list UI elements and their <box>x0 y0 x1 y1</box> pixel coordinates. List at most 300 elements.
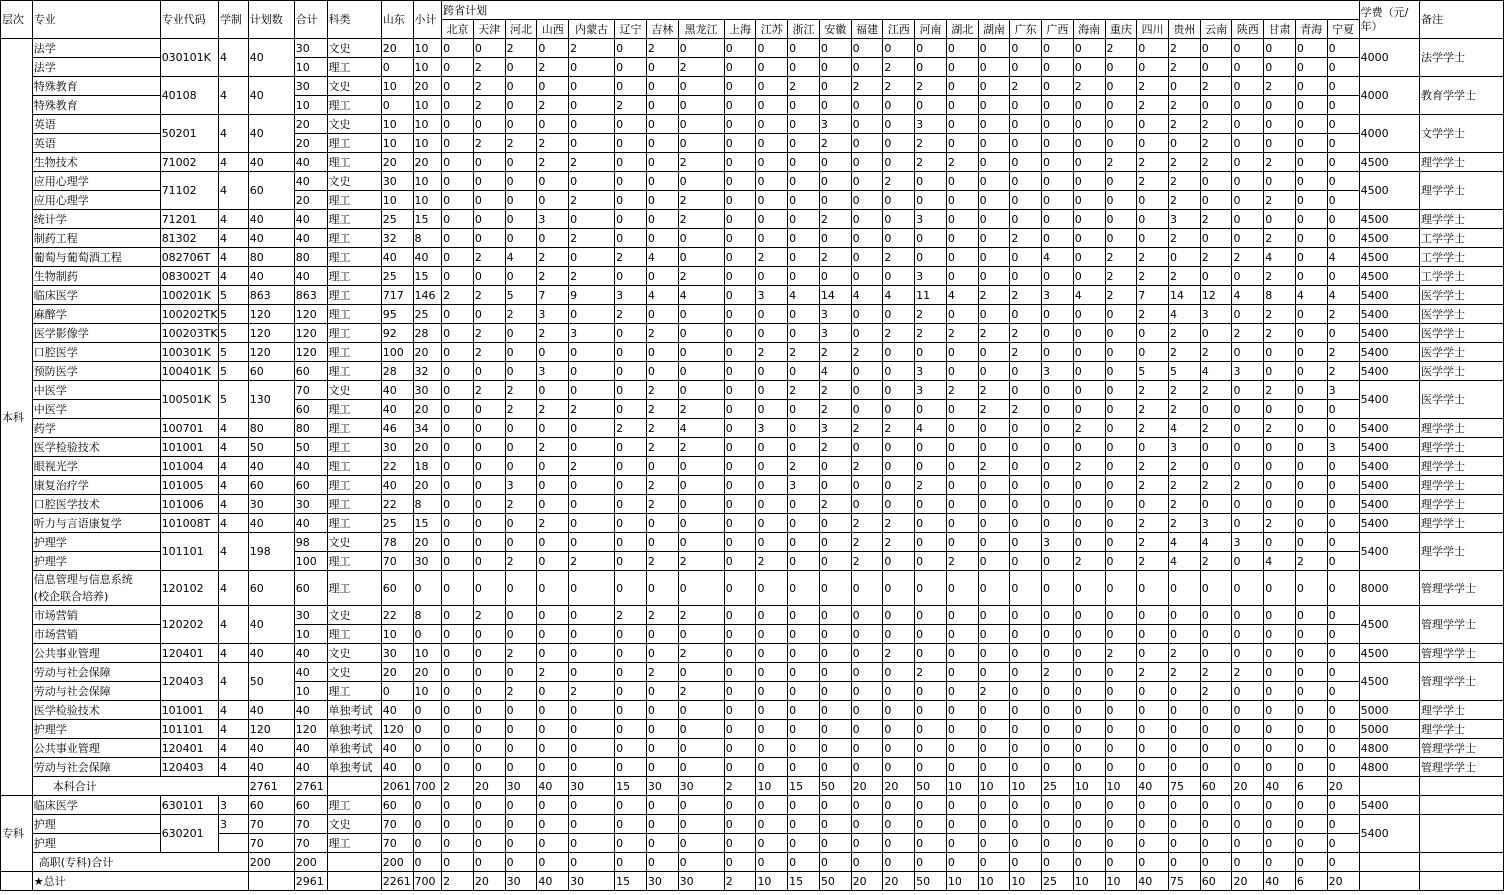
major-cell[interactable]: 英语 <box>32 115 160 134</box>
note-cell[interactable]: 理学学士 <box>1419 533 1503 571</box>
province-cell[interactable]: 4 <box>505 248 537 267</box>
province-cell[interactable]: 0 <box>569 663 615 682</box>
note-cell[interactable]: 工学学士 <box>1419 248 1503 267</box>
province-cell[interactable]: 0 <box>442 267 474 286</box>
province-cell[interactable]: 0 <box>883 362 915 381</box>
province-cell[interactable]: 0 <box>788 362 820 381</box>
header-province[interactable]: 浙江 <box>788 20 820 39</box>
province-cell[interactable]: 0 <box>1327 644 1359 663</box>
province-cell[interactable]: 0 <box>473 172 505 191</box>
province-cell[interactable]: 0 <box>1200 400 1232 419</box>
subtotal-cell[interactable]: 0 <box>413 853 442 872</box>
province-cell[interactable]: 0 <box>569 172 615 191</box>
province-cell[interactable]: 0 <box>646 153 678 172</box>
province-cell[interactable]: 0 <box>756 644 788 663</box>
total-cell[interactable]: 10 <box>294 682 327 701</box>
note-cell[interactable]: 管理学学士 <box>1419 644 1503 663</box>
years-cell[interactable]: 4 <box>219 77 249 115</box>
fee-cell[interactable]: 5400 <box>1359 362 1419 381</box>
province-cell[interactable]: 0 <box>615 834 647 853</box>
province-cell[interactable]: 0 <box>1295 663 1327 682</box>
province-cell[interactable]: 0 <box>1168 134 1200 153</box>
track-cell[interactable]: 理工 <box>327 514 381 533</box>
total-cell[interactable]: 40 <box>294 172 327 191</box>
province-cell[interactable]: 2 <box>1264 153 1296 172</box>
province-cell[interactable]: 0 <box>678 172 724 191</box>
province-cell[interactable]: 0 <box>442 663 474 682</box>
province-cell[interactable]: 0 <box>537 476 569 495</box>
province-cell[interactable]: 0 <box>1327 419 1359 438</box>
province-cell[interactable]: 0 <box>1327 172 1359 191</box>
province-cell[interactable]: 0 <box>678 77 724 96</box>
province-cell[interactable]: 0 <box>756 191 788 210</box>
province-cell[interactable]: 0 <box>505 720 537 739</box>
province-cell[interactable]: 0 <box>915 343 947 362</box>
province-cell[interactable]: 0 <box>442 134 474 153</box>
plan-cell[interactable]: 40 <box>248 758 294 777</box>
province-cell[interactable]: 0 <box>505 663 537 682</box>
major-cell[interactable]: 公共事业管理 <box>32 644 160 663</box>
province-cell[interactable]: 0 <box>1232 571 1264 606</box>
shandong-cell[interactable]: 25 <box>381 514 413 533</box>
province-cell[interactable]: 0 <box>1010 134 1042 153</box>
province-cell[interactable]: 0 <box>946 58 978 77</box>
total-cell[interactable]: 40 <box>294 267 327 286</box>
province-cell[interactable]: 3 <box>915 381 947 400</box>
province-cell[interactable]: 0 <box>1327 495 1359 514</box>
province-cell[interactable]: 0 <box>505 834 537 853</box>
note-cell[interactable]: 理学学士 <box>1419 514 1503 533</box>
major-cell[interactable]: 应用心理学 <box>32 172 160 191</box>
major-cell[interactable]: 劳动与社会保障 <box>32 682 160 701</box>
note-cell[interactable]: 文学学士 <box>1419 115 1503 153</box>
header-province[interactable]: 河南 <box>915 20 947 39</box>
years-cell[interactable]: 4 <box>219 172 249 210</box>
shandong-cell[interactable]: 60 <box>381 571 413 606</box>
major-cell[interactable]: 法学 <box>32 58 160 77</box>
plan-cell[interactable]: 130 <box>248 381 294 419</box>
province-cell[interactable]: 0 <box>819 267 851 286</box>
years-cell[interactable]: 4 <box>219 739 249 758</box>
province-cell[interactable]: 2 <box>1105 267 1137 286</box>
province-cell[interactable]: 0 <box>537 229 569 248</box>
province-cell[interactable]: 0 <box>788 606 820 625</box>
province-cell[interactable]: 0 <box>1232 644 1264 663</box>
province-cell[interactable]: 0 <box>883 229 915 248</box>
province-cell[interactable]: 0 <box>678 701 724 720</box>
province-cell[interactable]: 0 <box>724 362 756 381</box>
province-cell[interactable]: 0 <box>1264 644 1296 663</box>
track-cell[interactable]: 理工 <box>327 191 381 210</box>
province-cell[interactable]: 0 <box>788 571 820 606</box>
province-cell[interactable]: 4 <box>1264 248 1296 267</box>
province-cell[interactable]: 0 <box>788 324 820 343</box>
province-cell[interactable]: 2 <box>678 210 724 229</box>
province-cell[interactable]: 0 <box>1042 853 1074 872</box>
shandong-cell[interactable]: 120 <box>381 720 413 739</box>
province-cell[interactable]: 0 <box>442 682 474 701</box>
province-cell[interactable]: 0 <box>1073 248 1105 267</box>
province-cell[interactable]: 2 <box>946 153 978 172</box>
province-cell[interactable]: 3 <box>1327 438 1359 457</box>
province-cell[interactable]: 0 <box>1105 305 1137 324</box>
province-cell[interactable]: 2 <box>819 381 851 400</box>
province-cell[interactable]: 0 <box>788 191 820 210</box>
province-cell[interactable]: 0 <box>1264 96 1296 115</box>
province-cell[interactable]: 0 <box>1042 134 1074 153</box>
plan-cell[interactable]: 120 <box>248 343 294 362</box>
province-cell[interactable]: 0 <box>756 701 788 720</box>
province-cell[interactable]: 0 <box>615 476 647 495</box>
province-cell[interactable]: 0 <box>724 419 756 438</box>
province-cell[interactable]: 0 <box>1200 701 1232 720</box>
track-cell[interactable]: 理工 <box>327 476 381 495</box>
province-cell[interactable]: 2 <box>1010 286 1042 305</box>
header-code[interactable]: 专业代码 <box>160 1 218 39</box>
province-cell[interactable]: 0 <box>915 495 947 514</box>
province-cell[interactable]: 14 <box>1168 286 1200 305</box>
province-cell[interactable]: 0 <box>1137 324 1169 343</box>
shandong-cell[interactable]: 22 <box>381 457 413 476</box>
total-cell[interactable]: 30 <box>294 495 327 514</box>
track-cell[interactable]: 理工 <box>327 625 381 644</box>
province-cell[interactable]: 0 <box>615 39 647 58</box>
province-cell[interactable]: 30 <box>569 777 615 796</box>
province-cell[interactable]: 0 <box>915 815 947 834</box>
province-cell[interactable]: 0 <box>724 210 756 229</box>
province-cell[interactable]: 0 <box>1073 514 1105 533</box>
province-cell[interactable]: 0 <box>851 267 883 286</box>
province-cell[interactable]: 0 <box>1295 96 1327 115</box>
note-cell[interactable]: 工学学士 <box>1419 267 1503 286</box>
province-cell[interactable]: 0 <box>978 172 1010 191</box>
province-cell[interactable]: 0 <box>1073 758 1105 777</box>
fee-cell[interactable]: 4500 <box>1359 210 1419 229</box>
province-cell[interactable]: 4 <box>1327 248 1359 267</box>
header-province[interactable]: 天津 <box>473 20 505 39</box>
header-fee[interactable]: 学费（元/年） <box>1359 1 1419 39</box>
province-cell[interactable]: 0 <box>615 210 647 229</box>
province-cell[interactable]: 0 <box>1295 400 1327 419</box>
province-cell[interactable]: 0 <box>569 720 615 739</box>
province-cell[interactable]: 2 <box>678 606 724 625</box>
province-cell[interactable]: 0 <box>1073 324 1105 343</box>
province-cell[interactable]: 0 <box>946 210 978 229</box>
province-cell[interactable]: 2 <box>615 305 647 324</box>
province-cell[interactable]: 0 <box>946 663 978 682</box>
province-cell[interactable]: 0 <box>678 739 724 758</box>
province-cell[interactable]: 20 <box>851 872 883 891</box>
code-cell[interactable]: 630101 <box>160 796 218 815</box>
header-province[interactable]: 贵州 <box>1168 20 1200 39</box>
province-cell[interactable]: 0 <box>1010 153 1042 172</box>
province-cell[interactable]: 0 <box>946 625 978 644</box>
province-cell[interactable]: 0 <box>1073 720 1105 739</box>
province-cell[interactable]: 2 <box>537 400 569 419</box>
header-subtotal[interactable]: 小计 <box>413 1 442 39</box>
plan-cell[interactable]: 80 <box>248 248 294 267</box>
province-cell[interactable]: 0 <box>1137 834 1169 853</box>
province-cell[interactable]: 0 <box>1264 663 1296 682</box>
province-cell[interactable]: 0 <box>569 853 615 872</box>
province-cell[interactable]: 0 <box>1105 514 1137 533</box>
track-cell[interactable]: 理工 <box>327 286 381 305</box>
province-cell[interactable]: 0 <box>1295 476 1327 495</box>
years-cell[interactable]: 4 <box>219 210 249 229</box>
province-cell[interactable]: 0 <box>1295 682 1327 701</box>
province-cell[interactable]: 0 <box>851 96 883 115</box>
province-cell[interactable]: 0 <box>615 663 647 682</box>
province-cell[interactable]: 0 <box>978 476 1010 495</box>
province-cell[interactable]: 0 <box>646 571 678 606</box>
province-cell[interactable]: 0 <box>756 39 788 58</box>
province-cell[interactable]: 0 <box>724 96 756 115</box>
province-cell[interactable]: 0 <box>756 115 788 134</box>
province-cell[interactable]: 0 <box>442 533 474 552</box>
province-cell[interactable]: 2 <box>537 248 569 267</box>
fee-cell[interactable]: 8000 <box>1359 571 1419 606</box>
province-cell[interactable]: 0 <box>1105 663 1137 682</box>
province-cell[interactable]: 2 <box>646 495 678 514</box>
province-cell[interactable]: 0 <box>1295 305 1327 324</box>
province-cell[interactable]: 2 <box>819 343 851 362</box>
province-cell[interactable]: 0 <box>505 267 537 286</box>
province-cell[interactable]: 0 <box>1073 172 1105 191</box>
total-cell[interactable]: 70 <box>294 834 327 853</box>
province-cell[interactable]: 0 <box>442 720 474 739</box>
province-cell[interactable]: 0 <box>1137 210 1169 229</box>
province-cell[interactable]: 0 <box>1264 533 1296 552</box>
province-cell[interactable]: 2 <box>756 343 788 362</box>
major-cell[interactable]: 预防医学 <box>32 362 160 381</box>
province-cell[interactable]: 2 <box>1168 476 1200 495</box>
province-cell[interactable]: 0 <box>788 758 820 777</box>
province-cell[interactable]: 2 <box>569 682 615 701</box>
province-cell[interactable]: 0 <box>1073 625 1105 644</box>
province-cell[interactable]: 0 <box>851 758 883 777</box>
province-cell[interactable]: 0 <box>1264 115 1296 134</box>
province-cell[interactable]: 0 <box>1105 172 1137 191</box>
code-cell[interactable]: 101001 <box>160 438 218 457</box>
province-cell[interactable]: 0 <box>788 815 820 834</box>
province-cell[interactable]: 2 <box>473 381 505 400</box>
province-cell[interactable]: 2 <box>1200 248 1232 267</box>
province-cell[interactable]: 2 <box>883 324 915 343</box>
province-cell[interactable]: 2 <box>505 134 537 153</box>
province-cell[interactable]: 0 <box>1295 533 1327 552</box>
province-cell[interactable]: 2 <box>505 381 537 400</box>
province-cell[interactable]: 0 <box>819 96 851 115</box>
province-cell[interactable]: 0 <box>946 606 978 625</box>
province-cell[interactable]: 2 <box>978 286 1010 305</box>
province-cell[interactable]: 0 <box>1327 39 1359 58</box>
years-cell[interactable]: 4 <box>219 533 249 571</box>
province-cell[interactable]: 2 <box>1010 229 1042 248</box>
province-cell[interactable]: 0 <box>678 514 724 533</box>
province-cell[interactable]: 0 <box>1073 58 1105 77</box>
code-cell[interactable]: 100501K <box>160 381 218 419</box>
shandong-cell[interactable]: 0 <box>381 58 413 77</box>
province-cell[interactable]: 0 <box>851 362 883 381</box>
total-cell[interactable]: 70 <box>294 815 327 834</box>
track-cell[interactable]: 单独考试 <box>327 701 381 720</box>
years-cell[interactable]: 4 <box>219 229 249 248</box>
major-cell[interactable]: 制药工程 <box>32 229 160 248</box>
province-cell[interactable]: 0 <box>1232 267 1264 286</box>
province-cell[interactable]: 0 <box>915 758 947 777</box>
header-province[interactable]: 重庆 <box>1105 20 1137 39</box>
province-cell[interactable]: 0 <box>1232 514 1264 533</box>
province-cell[interactable]: 0 <box>678 815 724 834</box>
province-cell[interactable]: 0 <box>788 701 820 720</box>
province-cell[interactable]: 2 <box>1168 343 1200 362</box>
plan-cell[interactable]: 70 <box>248 834 294 853</box>
major-cell[interactable]: 生物制药 <box>32 267 160 286</box>
province-cell[interactable]: 0 <box>883 210 915 229</box>
province-cell[interactable]: 0 <box>442 457 474 476</box>
province-cell[interactable]: 0 <box>1327 701 1359 720</box>
code-cell[interactable]: 120401 <box>160 739 218 758</box>
subtotal-cell[interactable]: 700 <box>413 777 442 796</box>
province-cell[interactable]: 0 <box>883 834 915 853</box>
province-cell[interactable]: 0 <box>1137 796 1169 815</box>
total-cell[interactable]: 98 <box>294 533 327 552</box>
province-cell[interactable]: 2 <box>1264 267 1296 286</box>
province-cell[interactable]: 2 <box>569 457 615 476</box>
province-cell[interactable]: 0 <box>978 362 1010 381</box>
province-cell[interactable]: 0 <box>1010 58 1042 77</box>
province-cell[interactable]: 0 <box>1137 625 1169 644</box>
province-cell[interactable]: 3 <box>1232 533 1264 552</box>
note-cell[interactable]: 医学学士 <box>1419 286 1503 305</box>
province-cell[interactable]: 0 <box>442 400 474 419</box>
province-cell[interactable]: 10 <box>1073 872 1105 891</box>
province-cell[interactable]: 0 <box>756 381 788 400</box>
province-cell[interactable]: 0 <box>946 362 978 381</box>
province-cell[interactable]: 0 <box>1327 815 1359 834</box>
province-cell[interactable]: 3 <box>915 267 947 286</box>
province-cell[interactable]: 2 <box>678 267 724 286</box>
years-cell[interactable]: 5 <box>219 343 249 362</box>
province-cell[interactable]: 0 <box>978 210 1010 229</box>
province-cell[interactable]: 7 <box>1137 286 1169 305</box>
major-cell[interactable]: 听力与言语康复学 <box>32 514 160 533</box>
province-cell[interactable]: 0 <box>1105 419 1137 438</box>
major-cell[interactable]: 临床医学 <box>32 796 160 815</box>
province-cell[interactable]: 0 <box>615 191 647 210</box>
province-cell[interactable]: 0 <box>1042 58 1074 77</box>
province-cell[interactable]: 0 <box>442 77 474 96</box>
province-cell[interactable]: 0 <box>1295 115 1327 134</box>
province-cell[interactable]: 2 <box>537 96 569 115</box>
province-cell[interactable]: 0 <box>756 815 788 834</box>
province-cell[interactable]: 2 <box>1200 682 1232 701</box>
shandong-cell[interactable]: 100 <box>381 343 413 362</box>
province-cell[interactable]: 10 <box>1073 777 1105 796</box>
province-cell[interactable]: 0 <box>1042 153 1074 172</box>
province-cell[interactable]: 0 <box>442 39 474 58</box>
plan-cell[interactable]: 40 <box>248 39 294 77</box>
province-cell[interactable]: 0 <box>1264 758 1296 777</box>
header-cross-province[interactable]: 跨省计划 <box>442 1 1359 20</box>
province-cell[interactable]: 0 <box>1200 457 1232 476</box>
province-cell[interactable]: 10 <box>946 777 978 796</box>
province-cell[interactable]: 0 <box>505 457 537 476</box>
province-cell[interactable]: 2 <box>915 324 947 343</box>
province-cell[interactable]: 0 <box>946 476 978 495</box>
years-cell[interactable]: 4 <box>219 153 249 172</box>
province-cell[interactable]: 4 <box>788 286 820 305</box>
province-cell[interactable]: 0 <box>978 343 1010 362</box>
province-cell[interactable]: 2 <box>788 381 820 400</box>
province-cell[interactable]: 0 <box>978 495 1010 514</box>
province-cell[interactable]: 0 <box>1264 834 1296 853</box>
province-cell[interactable]: 0 <box>442 644 474 663</box>
province-cell[interactable]: 0 <box>615 438 647 457</box>
province-cell[interactable]: 0 <box>646 305 678 324</box>
province-cell[interactable]: 0 <box>646 701 678 720</box>
shandong-cell[interactable]: 32 <box>381 229 413 248</box>
header-province[interactable]: 吉林 <box>646 20 678 39</box>
province-cell[interactable]: 0 <box>569 96 615 115</box>
province-cell[interactable]: 0 <box>1073 191 1105 210</box>
province-cell[interactable]: 30 <box>569 872 615 891</box>
province-cell[interactable]: 0 <box>724 153 756 172</box>
province-cell[interactable]: 0 <box>946 571 978 606</box>
subtotal-cell[interactable]: 20 <box>413 153 442 172</box>
province-cell[interactable]: 2 <box>1232 476 1264 495</box>
province-cell[interactable]: 0 <box>646 457 678 476</box>
province-cell[interactable]: 4 <box>1168 305 1200 324</box>
province-cell[interactable]: 0 <box>724 381 756 400</box>
province-cell[interactable]: 0 <box>1327 267 1359 286</box>
province-cell[interactable]: 0 <box>569 248 615 267</box>
header-province[interactable]: 海南 <box>1073 20 1105 39</box>
major-cell[interactable]: 劳动与社会保障 <box>32 758 160 777</box>
province-cell[interactable]: 0 <box>1327 853 1359 872</box>
shandong-cell[interactable]: 10 <box>381 134 413 153</box>
plan-cell[interactable]: 120 <box>248 324 294 343</box>
province-cell[interactable]: 0 <box>883 438 915 457</box>
fee-cell[interactable]: 5400 <box>1359 457 1419 476</box>
province-cell[interactable]: 0 <box>819 701 851 720</box>
province-cell[interactable]: 0 <box>646 815 678 834</box>
province-cell[interactable]: 2 <box>1168 172 1200 191</box>
major-cell[interactable]: 法学 <box>32 39 160 58</box>
province-cell[interactable]: 0 <box>883 758 915 777</box>
province-cell[interactable]: 0 <box>1042 172 1074 191</box>
province-cell[interactable]: 0 <box>978 153 1010 172</box>
province-cell[interactable]: 0 <box>537 419 569 438</box>
note-cell[interactable]: 理学学士 <box>1419 476 1503 495</box>
province-cell[interactable]: 0 <box>1200 606 1232 625</box>
shandong-cell[interactable]: 95 <box>381 305 413 324</box>
province-cell[interactable]: 0 <box>724 476 756 495</box>
province-cell[interactable]: 0 <box>1105 58 1137 77</box>
province-cell[interactable]: 0 <box>1295 495 1327 514</box>
header-track[interactable]: 科类 <box>327 1 381 39</box>
subtotal-cell[interactable]: 10 <box>413 39 442 58</box>
province-cell[interactable]: 0 <box>678 96 724 115</box>
province-cell[interactable]: 0 <box>946 815 978 834</box>
years-cell[interactable]: 3 <box>219 815 249 834</box>
track-cell[interactable]: 文史 <box>327 815 381 834</box>
province-cell[interactable]: 0 <box>883 476 915 495</box>
province-cell[interactable]: 0 <box>1264 682 1296 701</box>
province-cell[interactable]: 0 <box>1264 701 1296 720</box>
province-cell[interactable]: 0 <box>1042 644 1074 663</box>
province-cell[interactable]: 0 <box>442 834 474 853</box>
